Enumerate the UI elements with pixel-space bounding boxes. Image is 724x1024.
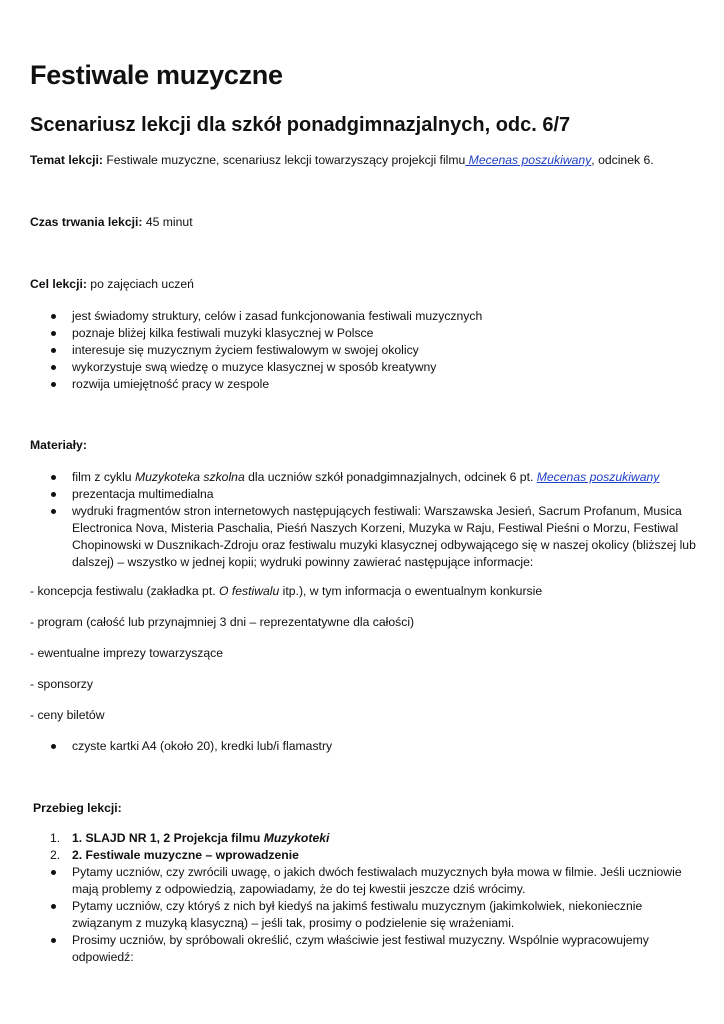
dash-item: - sponsorzy [30, 677, 93, 691]
material-line: dalszej) – wszystko w jednej kopii; wydruki powinny zawierać następujące informacje: [72, 555, 534, 569]
page-subtitle: Scenariusz lekcji dla szkół ponadgimnazjalnych, odc. 6/7 [30, 114, 571, 136]
dash-text: itp.), w tym informacja o ewentualnym konkursie [279, 584, 543, 598]
material-line: Electronica Nova, Misteria Paschalia, Pieśń Naszych Korzeni, Muzyka w Raju, Festiwal Pieśni o Morzu, Festiwal [72, 521, 679, 535]
goal-label: Cel lekcji: [30, 277, 87, 291]
course-steps [30, 830, 694, 864]
course-line: mają problemy z odpowiedzią, zapowiadamy, że do tej kwestii jeszcze dziś wrócimy. [72, 882, 526, 896]
goal-paragraph [30, 276, 194, 293]
list-item [30, 932, 694, 966]
list-item [30, 864, 694, 898]
list-item [30, 503, 694, 571]
material-line: Chopinowski w Dusznikach-Zdroju oraz festiwalu muzyki klasycznej odbywającego się w naszej okolicy (bliższej lub [72, 538, 696, 552]
step-italic: Muzykoteki [263, 831, 330, 845]
film-link[interactable]: Mecenas poszukiwany [465, 153, 592, 167]
material-text: film z cyklu [72, 470, 135, 484]
materials-list-2 [30, 738, 694, 755]
duration-text: 45 minut [142, 215, 193, 229]
dash-text: - koncepcja festiwalu (zakładka pt. [30, 584, 219, 598]
dash-item: - ceny biletów [30, 708, 105, 722]
topic-after: , odcinek 6. [591, 153, 654, 167]
material-line: wydruki fragmentów stron internetowych następujących festiwali: Warszawska Jesień, Sacrum Profanum, Musica [72, 504, 682, 518]
duration-paragraph [30, 214, 193, 231]
course-bullets [30, 864, 694, 966]
list-item [30, 847, 694, 864]
dash-item: - program (całość lub przynajmniej 3 dni – reprezentatywne dla całości) [30, 615, 415, 629]
film-link-materials[interactable]: Mecenas poszukiwany [536, 470, 660, 484]
list-item [30, 469, 694, 486]
list-item: czyste kartki A4 (około 20), kredki lub/i flamastry [30, 738, 694, 755]
duration-label: Czas trwania lekcji: [30, 215, 143, 229]
material-text: dla uczniów szkół ponadgimnazjalnych, odcinek 6 pt. [244, 470, 537, 484]
list-item: interesuje się muzycznym życiem festiwalowym w swojej okolicy [30, 342, 694, 359]
dash-item: - ewentualne imprezy towarzyszące [30, 646, 224, 660]
step-text: 2. Festiwale muzyczne – wprowadzenie [72, 848, 299, 862]
topic-text: Festiwale muzyczne, scenariusz lekcji towarzyszący projekcji filmu [102, 153, 466, 167]
course-line: odpowiedź: [72, 950, 134, 964]
list-item [30, 898, 694, 932]
page-title: Festiwale muzyczne [30, 60, 283, 90]
list-item [30, 830, 694, 847]
topic-label: Temat lekcji: [30, 153, 103, 167]
list-item: rozwija umiejętność pracy w zespole [30, 376, 694, 393]
goal-list [30, 308, 694, 393]
course-label: Przebieg lekcji: [33, 801, 122, 815]
list-item: poznaje bliżej kilka festiwali muzyki klasycznej w Polsce [30, 325, 694, 342]
list-item: prezentacja multimedialna [30, 486, 694, 503]
course-line: Pytamy uczniów, czy zwrócili uwagę, o jakich dwóch festiwalach muzycznych była mowa w filmie. Jeśli uczniowie [72, 865, 682, 879]
dash-italic: O festiwalu [219, 584, 280, 598]
course-line: związanym z muzyką klasyczną) – jeśli tak, prosimy o podzielenie się wrażeniami. [72, 916, 515, 930]
list-item: wykorzystuje swą wiedzę o muzyce klasycznej w sposób kreatywny [30, 359, 694, 376]
dash-item [30, 583, 542, 600]
step-number: 1. [50, 831, 61, 845]
step-number: 2. [50, 848, 61, 862]
step-text: 1. SLAJD NR 1, 2 Projekcja filmu [72, 831, 264, 845]
list-item: jest świadomy struktury, celów i zasad funkcjonowania festiwali muzycznych [30, 308, 694, 325]
goal-text: po zajęciach uczeń [86, 277, 194, 291]
course-line: Prosimy uczniów, by spróbowali określić, czym właściwie jest festiwal muzyczny. Wspólnie wypracowujemy [72, 933, 649, 947]
topic-paragraph [30, 152, 654, 169]
course-line: Pytamy uczniów, czy któryś z nich był kiedyś na jakimś festiwalu muzycznym (jakimkolwiek, niekoniecznie [72, 899, 643, 913]
material-italic: Muzykoteka szkolna [134, 470, 245, 484]
materials-label: Materiały: [30, 438, 87, 452]
materials-list [30, 469, 694, 571]
